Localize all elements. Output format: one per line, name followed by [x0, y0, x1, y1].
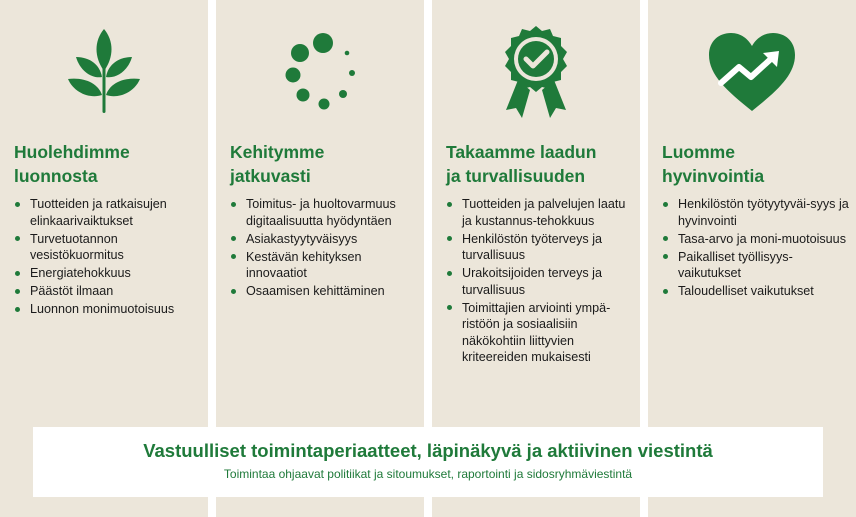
quality-badge-check-icon: [432, 22, 640, 122]
pillar-title: Luomme hyvinvointia: [662, 142, 765, 186]
list-item: Energiatehokkuus: [14, 265, 206, 282]
list-item: Luonnon monimuotoisuus: [14, 301, 206, 318]
list-item: Henkilöstön työtyytyväi-syys ja hyvinvointi: [662, 196, 854, 229]
list-item: Tuotteiden ja palvelujen laatu ja kustannus-tehokkuus: [446, 196, 638, 229]
heart-growth-icon: [648, 22, 856, 122]
list-item: Urakoitsijoiden terveys ja turvallisuus: [446, 265, 638, 298]
pillar-list: [14, 196, 206, 319]
list-item: Paikalliset työllisyys-vaikutukset: [662, 249, 854, 282]
progress-dots-icon: [216, 22, 424, 122]
pillar-title: Huolehdimme luonnosta: [14, 142, 130, 186]
list-item: Päästöt ilmaan: [14, 283, 206, 300]
list-item: Taloudelliset vaikutukset: [662, 283, 854, 300]
list-item: Turvetuotannon vesistökuormitus: [14, 231, 206, 264]
pillar-list: [662, 196, 854, 301]
list-item: Toimitus- ja huoltovarmuus digitaalisuutta hyödyntäen: [230, 196, 422, 229]
list-item: Asiakastyytyväisyys: [230, 231, 422, 248]
pillar-list: [446, 196, 638, 367]
list-item: Tasa-arvo ja moni-muotoisuus: [662, 231, 854, 248]
list-item: Osaamisen kehittäminen: [230, 283, 422, 300]
list-item: Tuotteiden ja ratkaisujen elinkaarivaiktukset: [14, 196, 206, 229]
leaf-plant-icon: [0, 22, 208, 122]
banner-title: Vastuulliset toimintaperiaatteet, läpinäkyvä ja aktiivinen viestintä: [143, 440, 713, 461]
list-item: Toimittajien arviointi ympä-ristöön ja sosiaalisiin näkökohtiin liittyvien kriteereiden mukaisesti: [446, 300, 638, 366]
list-item: Henkilöstön työterveys ja turvallisuus: [446, 231, 638, 264]
pillar-title: Takaamme laadun ja turvallisuuden: [446, 142, 597, 186]
principles-banner: [33, 427, 823, 497]
pillar-title: Kehitymme jatkuvasti: [230, 142, 325, 186]
banner-subtitle: Toimintaa ohjaavat politiikat ja sitoumukset, raportointi ja sidosryhmäviestintä: [223, 467, 633, 481]
list-item: Kestävän kehityksen innovaatiot: [230, 249, 422, 282]
pillar-list: [230, 196, 422, 301]
